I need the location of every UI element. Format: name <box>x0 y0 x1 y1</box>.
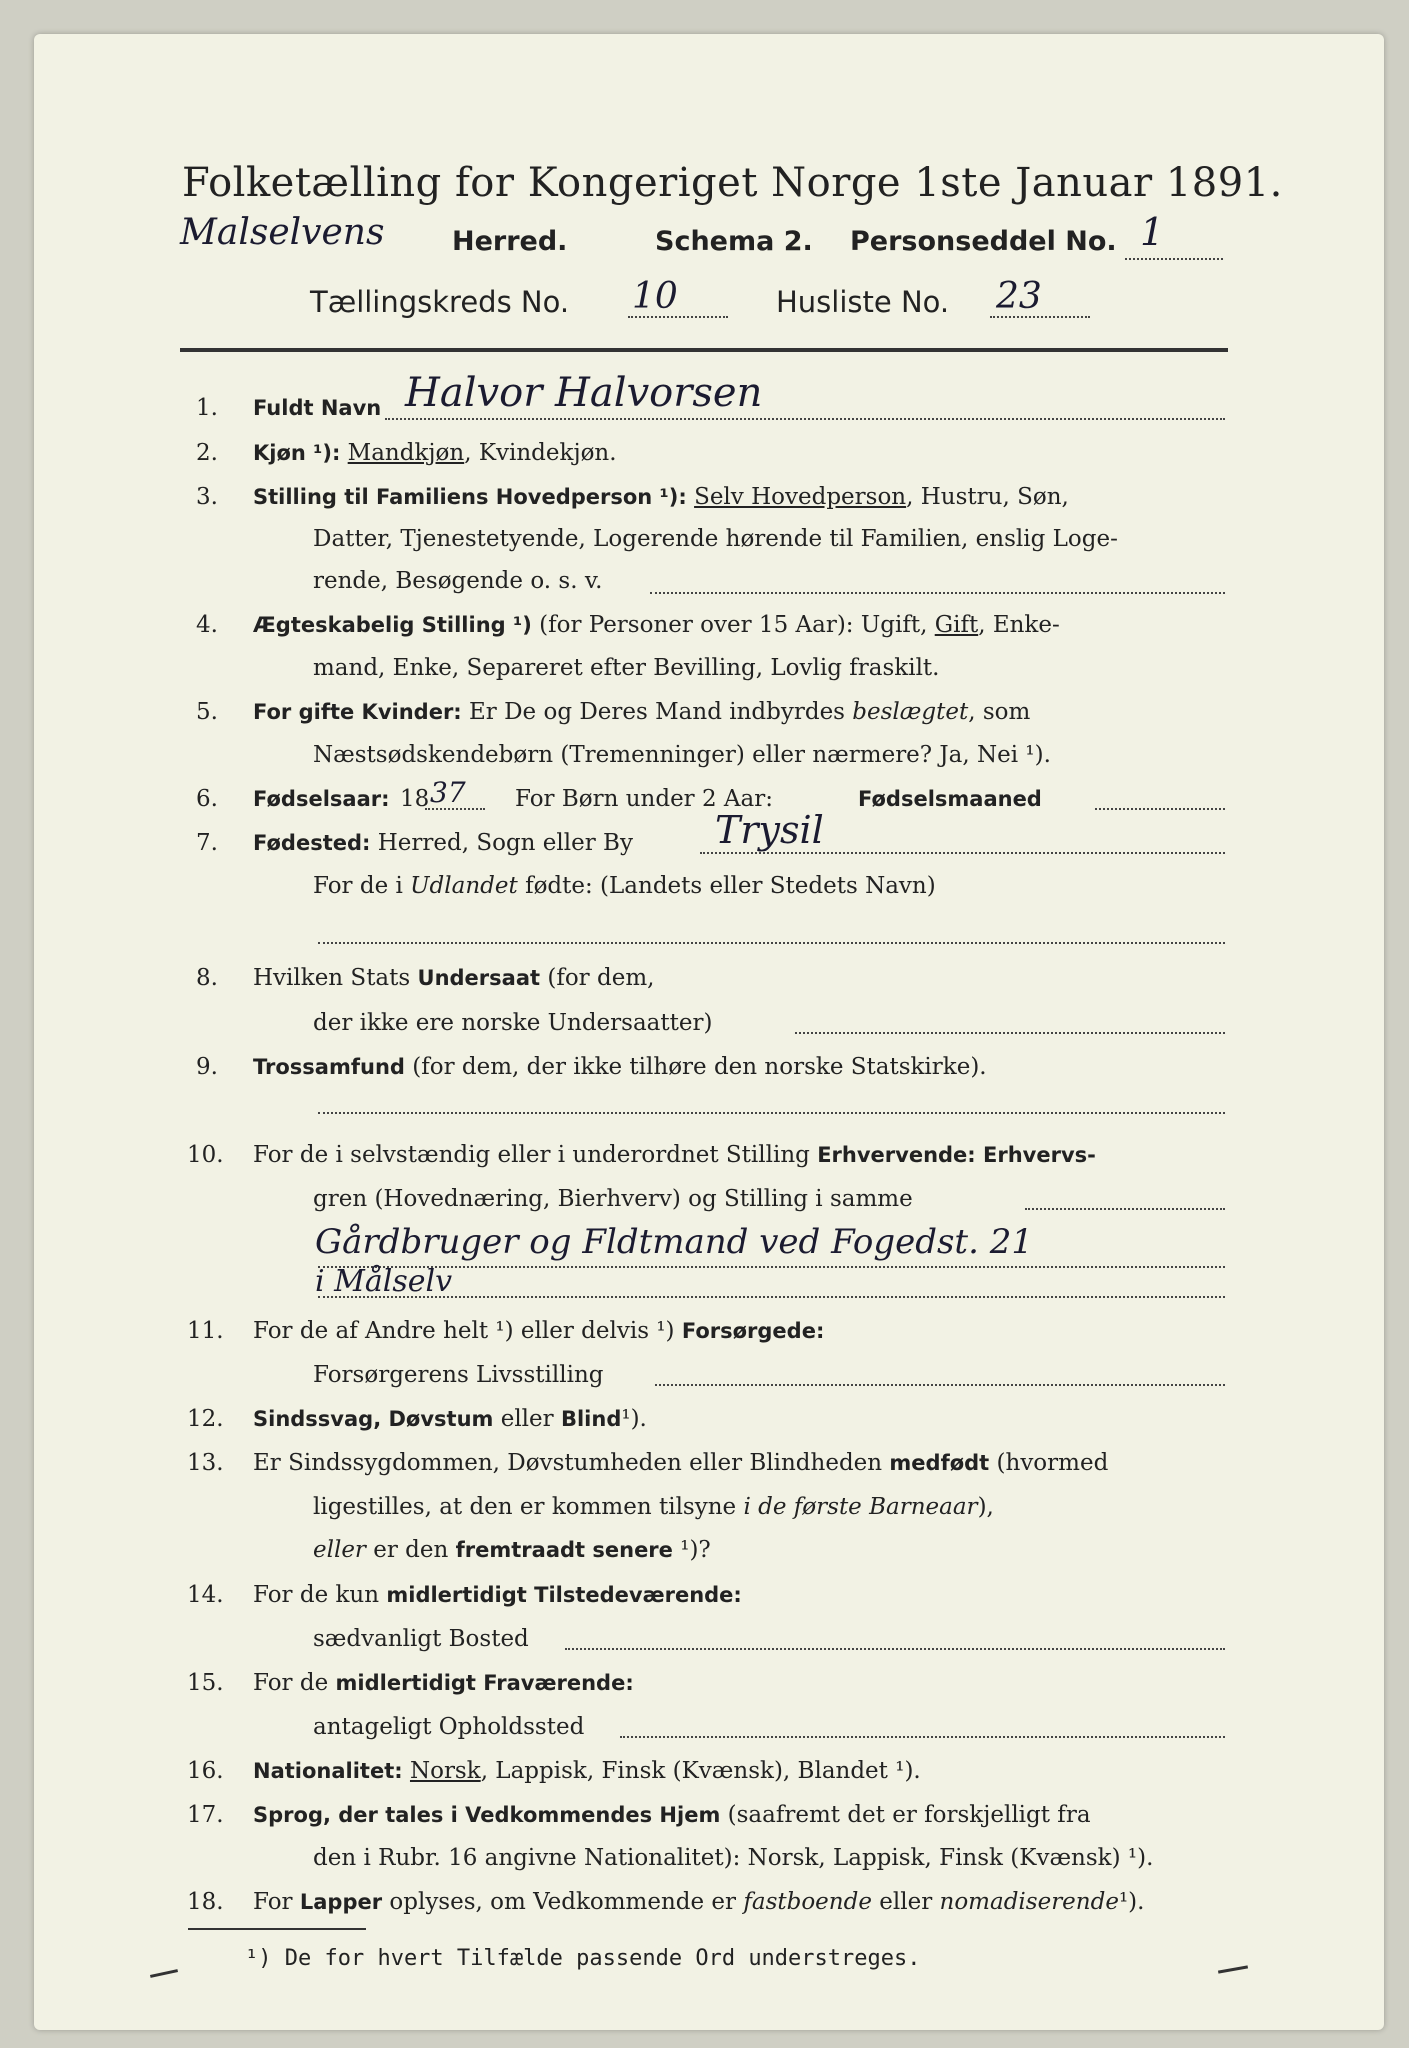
birth-year-prefix: 18 <box>400 786 430 812</box>
birthplace-handwritten: Trysil <box>715 808 824 852</box>
full-name-label: Fuldt Navn <box>253 396 382 420</box>
item-text: er den <box>373 1537 449 1563</box>
item-text: eller <box>879 1889 933 1915</box>
item-text: ¹). <box>621 1406 647 1432</box>
husliste-handwritten: 23 <box>996 276 1042 317</box>
family-position-selected: Selv Hovedperson <box>694 484 907 510</box>
item-text: For de af Andre helt ¹) eller delvis ¹) <box>253 1318 675 1344</box>
item-text: For de kun <box>253 1582 380 1608</box>
dotted-fill-line <box>318 1112 1225 1114</box>
dotted-fill-line <box>385 418 1225 420</box>
item-text: eller <box>500 1406 554 1432</box>
item-text: (for dem, <box>547 965 655 991</box>
item-text: fremtraadt senere <box>455 1538 673 1562</box>
footnote: ¹) De for hvert Tilfælde passende Ord understreges. <box>245 1946 921 1971</box>
item-number: 17. <box>187 1802 224 1828</box>
item-text: fødte: (Landets eller Stedets Navn) <box>525 873 936 899</box>
family-position-label: Stilling til Familiens Hovedperson ¹): <box>253 485 687 509</box>
item-text: For <box>253 700 292 724</box>
usual-residence-label: sædvanligt Bosted <box>313 1626 529 1652</box>
item-text: Er De og Deres Mand indbyrdes <box>469 699 845 725</box>
item-number: 13. <box>187 1450 224 1476</box>
temporary-absent-label: midlertidigt Fraværende: <box>335 1671 634 1695</box>
married-women-label: gifte Kvinder: <box>298 700 462 724</box>
item-text: eller <box>313 1537 366 1563</box>
dotted-fill-line <box>795 1032 1225 1034</box>
item-text: Lapper <box>299 1890 383 1914</box>
item-number: 2. <box>196 440 218 466</box>
nationality-label: Nationalitet: <box>253 1759 403 1783</box>
dotted-fill-line <box>565 1648 1225 1650</box>
item-text: beslægtet <box>852 699 969 725</box>
personseddel-handwritten: 1 <box>1140 210 1165 254</box>
dotted-fill-line <box>650 592 1225 594</box>
family-position-options-line2: Datter, Tjenestetyende, Logerende hørende til Familien, enslig Loge- <box>313 526 1118 552</box>
provider-occupation-label: Forsørgerens Livsstilling <box>313 1362 604 1388</box>
dotted-fill-line <box>318 1266 1225 1268</box>
temporary-present-label: midlertidigt Tilstedeværende: <box>386 1583 742 1607</box>
herred-handwritten: Malselvens <box>180 212 385 253</box>
citizenship-label: Undersaat <box>417 966 541 990</box>
item-text: (saafremt det er forskjelligt fra <box>727 1802 1091 1828</box>
marital-status-selected: Gift <box>934 612 979 638</box>
marital-status-options: , Enke- <box>978 612 1060 638</box>
sex-option-female: , Kvindekjøn. <box>464 440 617 466</box>
header-rule <box>180 348 1228 352</box>
dotted-fill-line <box>620 1736 1225 1738</box>
item-number: 6. <box>196 786 218 812</box>
dotted-fill-line <box>425 808 485 810</box>
item-text: oplyses, om Vedkommende er <box>389 1889 737 1915</box>
item-text: medfødt <box>889 1451 990 1475</box>
dotted-fill-line <box>628 316 728 318</box>
item-text: For de i <box>313 873 403 899</box>
item-text: (hvormed <box>996 1450 1109 1476</box>
occupation-label: Erhvervende: Erhvervs- <box>817 1143 1096 1167</box>
item-text: , Lappisk, Finsk (Kvænsk), Blandet ¹). <box>480 1758 921 1784</box>
schema-label: Schema 2. <box>655 226 813 257</box>
language-options-line2: den i Rubr. 16 angivne Nationalitet): Norsk, Lappisk, Finsk (Kvænsk) ¹). <box>313 1845 1154 1871</box>
item-number: 8. <box>196 965 218 991</box>
item-number: 9. <box>196 1054 218 1080</box>
dotted-fill-line <box>655 1384 1225 1386</box>
dotted-fill-line <box>318 1296 1225 1298</box>
item-text: Hvilken Stats <box>253 965 411 991</box>
marital-status-label: Ægteskabelig Stilling ¹) <box>253 613 532 637</box>
footnote-rule <box>188 1928 366 1930</box>
item-number: 15. <box>187 1670 224 1696</box>
dotted-fill-line <box>990 316 1090 318</box>
family-position-options: , Hustru, Søn, <box>906 484 1069 510</box>
language-label: Sprog, der tales i Vedkommendes Hjem <box>253 1803 721 1827</box>
dotted-fill-line <box>1125 258 1223 260</box>
marital-status-note: (for Personer over 15 Aar): Ugift, <box>539 612 928 638</box>
item-text: ¹)? <box>680 1537 711 1563</box>
item-text: Er Sindssygdommen, Døvstumheden eller Blindheden <box>253 1450 883 1476</box>
sex-option-male: Mandkjøn <box>347 440 465 466</box>
item-text: For de i selvstændig eller i underordnet Stilling <box>253 1142 810 1168</box>
item-text: ), <box>977 1494 994 1520</box>
personseddel-label: Personseddel No. <box>850 226 1117 257</box>
kinship-question-line2: Næstsødskendebørn (Tremenninger) eller nærmere? Ja, Nei ¹). <box>313 742 1051 768</box>
item-number: 3. <box>196 484 218 510</box>
item-text: i de første Barneaar <box>743 1494 978 1520</box>
probable-stay-label: antageligt Opholdssted <box>313 1714 585 1740</box>
item-text: Udlandet <box>410 873 518 899</box>
form-title: Folketælling for Kongeriget Norge 1ste Januar 1891. <box>182 160 1283 206</box>
item-text: fastboende <box>743 1889 872 1915</box>
item-text: Blind <box>560 1407 622 1431</box>
birth-year-handwritten: 37 <box>430 776 466 809</box>
kreds-label: Tællingskreds No. <box>310 285 570 319</box>
kreds-handwritten: 10 <box>632 276 678 317</box>
birthplace-label: Fødested: <box>253 831 371 855</box>
herred-label: Herred. <box>452 226 568 257</box>
dotted-fill-line <box>1095 808 1225 810</box>
item-text: (for dem, der ikke tilhøre den norske Statskirke). <box>412 1054 987 1080</box>
item-number: 4. <box>196 612 218 638</box>
occupation-handwritten-line2: i Målselv <box>315 1264 453 1299</box>
item-number: 7. <box>196 830 218 856</box>
item-number: 14. <box>187 1582 224 1608</box>
item-text: nomadiserende <box>939 1889 1119 1915</box>
item-number: 12. <box>187 1406 224 1432</box>
nationality-selected: Norsk <box>409 1758 481 1784</box>
dotted-fill-line <box>318 942 1225 944</box>
religion-label: Trossamfund <box>253 1055 405 1079</box>
dependents-label: Forsørgede: <box>681 1319 825 1343</box>
dotted-fill-line <box>1025 1208 1225 1210</box>
dotted-fill-line <box>700 852 1225 854</box>
item-text: , som <box>968 699 1031 725</box>
birth-month-label: Fødselsmaaned <box>858 787 1042 811</box>
item-number: 16. <box>187 1758 224 1784</box>
item-number: 5. <box>196 699 218 725</box>
citizenship-question-line2: der ikke ere norske Undersaatter) <box>313 1010 713 1036</box>
under-2-years-label: For Børn under 2 Aar: <box>515 786 773 812</box>
item-number: 1. <box>196 395 218 421</box>
husliste-label: Husliste No. <box>776 285 950 319</box>
item-text: ¹). <box>1118 1889 1145 1915</box>
item-number: 11. <box>187 1318 224 1344</box>
birth-year-label: Fødselsaar: <box>253 787 390 811</box>
disability-label: Sindssvag, Døvstum <box>253 1407 494 1431</box>
occupation-question-line2: gren (Hovednæring, Bierhverv) og Stilling i samme <box>313 1186 913 1212</box>
family-position-options-line3: rende, Besøgende o. s. v. <box>313 568 603 594</box>
sex-label: Kjøn ¹): <box>253 441 341 465</box>
item-text: ligestilles, at den er kommen tilsyne <box>313 1494 737 1520</box>
item-text: For <box>253 1889 293 1915</box>
item-number: 18. <box>187 1889 224 1915</box>
full-name-handwritten: Halvor Halvorsen <box>405 370 763 416</box>
item-text: Herred, Sogn eller By <box>377 830 633 856</box>
marital-status-options-line2: mand, Enke, Separeret efter Bevilling, Lovlig fraskilt. <box>313 655 940 681</box>
item-text: For de <box>253 1670 329 1696</box>
occupation-handwritten-line1: Gårdbruger og Fldtmand ved Fogedst. 21 <box>315 1222 1033 1262</box>
item-number: 10. <box>187 1142 224 1168</box>
